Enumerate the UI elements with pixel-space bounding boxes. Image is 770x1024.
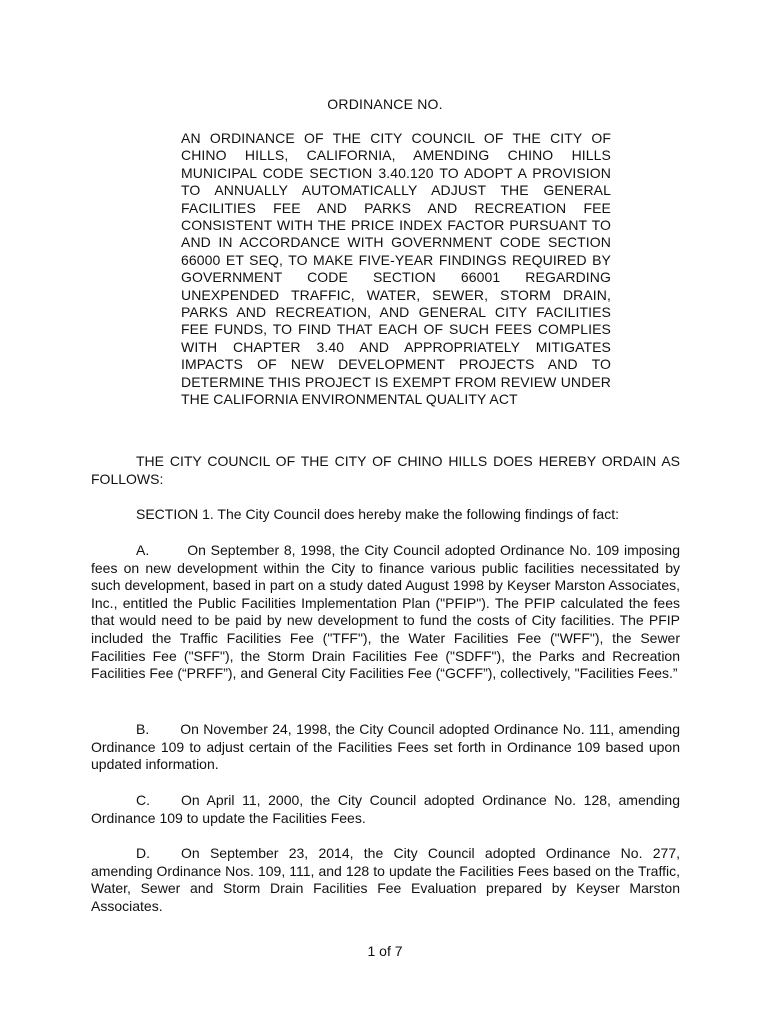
finding-text-b: On November 24, 1998, the City Council adopted Ordinance No. 111, amending Ordinance 109 to adjust certain of the Facilities Fees set forth in Ordinance 109 based upon updated information. [91, 721, 680, 773]
finding-paragraph-c [91, 792, 680, 827]
finding-text-c: On April 11, 2000, the City Council adopted Ordinance No. 128, amending Ordinance 109 to update the Facilities Fees. [91, 792, 680, 826]
section-1-heading [91, 506, 680, 524]
section-1-text: SECTION 1. The City Council does hereby make the following findings of fact: [136, 506, 619, 522]
finding-label-c: C. [136, 792, 150, 808]
ordain-paragraph [91, 453, 680, 488]
finding-text-a: On September 8, 1998, the City Council adopted Ordinance No. 109 imposing fees on new development within the City to finance various public facilities necessitated by such development, based in part on a study dated August 1998 by Keyser Marston Associates, Inc., entitled the Public Facilities Implementation Plan ("PFIP"). The PFIP calculated the fees that would need to be paid by new development to fund the costs of City facilities. The PFIP included the Traffic Facilities Fee ("TFF"), the Water Facilities Fee ("WFF"), the Sewer Facilities Fee ("SFF"), the Storm Drain Facilities Fee ("SDFF"), the Parks and Recreation Facilities Fee (“PRFF”), and General City Facilities Fee (“GCFF”), collectively, "Facilities Fees.” [91, 542, 680, 682]
page-number: 1 of 7 [367, 943, 403, 959]
finding-paragraph-a [91, 542, 680, 683]
finding-label-d: D. [136, 845, 150, 861]
finding-paragraph-b [91, 721, 680, 774]
ordinance-heading: ORDINANCE NO. [327, 96, 443, 112]
finding-paragraph-d [91, 845, 680, 915]
finding-label-a: A. [136, 542, 150, 558]
ordinance-caption: AN ORDINANCE OF THE CITY COUNCIL OF THE CITY OF CHINO HILLS, CALIFORNIA, AMENDING CHINO HILLS MUNICIPAL CODE SECTION 3.40.120 TO ADOPT A PROVISION TO ANNUALLY AUTOMATICALLY ADJUST THE GENERAL FACILITIES FEE AND PARKS AND RECREATION FEE CONSISTENT WITH THE PRICE INDEX FACTOR PURSUANT TO AND IN ACCORDANCE WITH GOVERNMENT CODE SECTION 66000 ET SEQ, TO MAKE FIVE-YEAR FINDINGS REQUIRED BY GOVERNMENT CODE SECTION 66001 REGARDING UNEXPENDED TRAFFIC, WATER, SEWER, STORM DRAIN, PARKS AND RECREATION, AND GENERAL CITY FACILITIES FEE FUNDS, TO FIND THAT EACH OF SUCH FEES COMPLIES WITH CHAPTER 3.40 AND APPROPRIATELY MITIGATES IMPACTS OF NEW DEVELOPMENT PROJECTS AND TO DETERMINE THIS PROJECT IS EXEMPT FROM REVIEW UNDER THE CALIFORNIA ENVIRONMENTAL QUALITY ACT [181, 130, 611, 408]
finding-label-b: B. [136, 721, 150, 737]
ordain-text: THE CITY COUNCIL OF THE CITY OF CHINO HILLS DOES HEREBY ORDAIN AS FOLLOWS: [91, 453, 680, 487]
finding-text-d: On September 23, 2014, the City Council adopted Ordinance No. 277, amending Ordinance Nos. 109, 111, and 128 to update the Facilities Fees based on the Traffic, Water, Sewer and Storm Drain Facilities Fee Evaluation prepared by Keyser Marston Associates. [91, 845, 680, 914]
